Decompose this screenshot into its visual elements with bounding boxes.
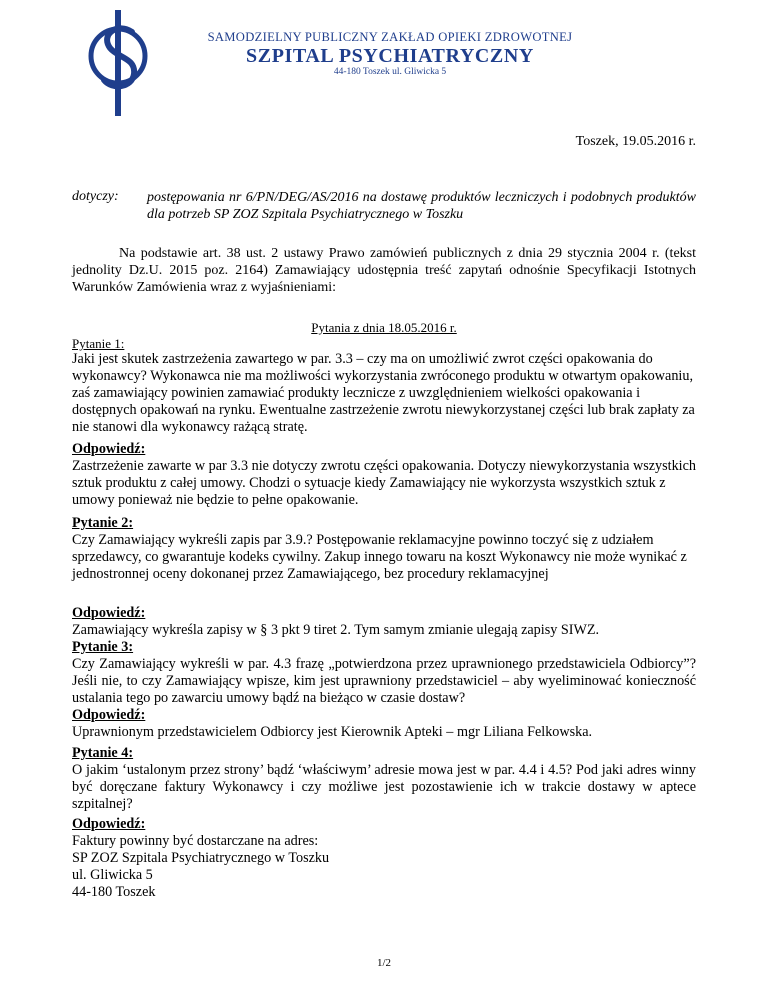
question-1-label: Pytanie 1: bbox=[72, 336, 125, 351]
question-1-text: Jaki jest skutek zastrzeżenia zawartego w par. 3.3 – czy ma on umożliwić zwrot części opakowania do wykonawcy? Wykonawca nie ma możliwości wykorzystania zwróconego produktu w otwartym opakowaniu, zaś zamawiający powinien zamawiać produkty lecznicze z uwzględnieniem wielkości opakowania i dostępnych opakowań na rynku. Ewentualne zastrzeżenie zwrotu niewykorzystanej części lub brak zapłaty za nie stanowi dla wykonawcy rażącą stratę. bbox=[72, 351, 695, 435]
subject-text: postępowania nr 6/PN/DEG/AS/2016 na dostawę produktów leczniczych i podobnych produktów dla potrzeb SP ZOZ Szpitala Psychiatrycznego w Toszku bbox=[147, 190, 696, 222]
subject-label: dotyczy: bbox=[72, 189, 119, 204]
question-4-block bbox=[72, 745, 696, 813]
answer-3-label: Odpowiedź: bbox=[72, 707, 146, 723]
answer-4-line: SP ZOZ Szpitala Psychiatrycznego w Toszku bbox=[72, 850, 330, 866]
answer-1-text: Zastrzeżenie zawarte w par 3.3 nie dotyczy zwrotu części opakowania. Dotyczy niewykorzystania wszystkich sztuk produktu z całej umowy. Chodzi o sytuacje kiedy Zamawiający nie wykorzysta wszystkich sztuk z umowy ponieważ nie będzie to pełne opakowanie. bbox=[72, 458, 696, 508]
question-2-block bbox=[72, 515, 696, 583]
answer-4-line: Faktury powinny być dostarczane na adres: bbox=[72, 833, 319, 849]
answer-2-text: Zamawiający wykreśla zapisy w § 3 pkt 9 tiret 2. Tym samym zmianie ulegają zapisy SIWZ. bbox=[72, 622, 600, 638]
question-2-text: Czy Zamawiający wykreśli zapis par 3.9.? Postępowanie reklamacyjne powinno toczyć się z udziałem sprzedawcy, co gwarantuje kodeks cywilny. Zakup innego towaru na koszt Wykonawcy nie może wynikać z jednostronnej oceny dokonanej przez Zamawiającego, bez procedury reklamacyjnej bbox=[72, 532, 687, 582]
question-4-label: Pytanie 4: bbox=[72, 745, 134, 761]
answer-1-label: Odpowiedź: bbox=[72, 441, 146, 457]
answer-4-label: Odpowiedź: bbox=[72, 816, 146, 832]
questions-date-heading: Pytania z dnia 18.05.2016 r. bbox=[311, 320, 457, 335]
letterhead bbox=[180, 30, 600, 78]
intro-paragraph: Na podstawie art. 38 ust. 2 ustawy Prawo zamówień publicznych z dnia 29 stycznia 2004 r. (tekst jednolity Dz.U. 2015 poz. 2164) Zamawiający udostępnia treść zapytań odnośnie Specyfikacji Istotnych Warunków Zamówienia wraz z wyjaśnieniami: bbox=[72, 246, 696, 295]
question-4-text: O jakim ‘ustalonym przez strony’ bądź ‘właściwym’ adresie mowa jest w par. 4.4 i 4.5? Pod jaki adres winny być doręczane faktury Wykonawcy i czy możliwe jest pozostawienie ich w trakcie dostawy w aptece szpitalnej? bbox=[72, 762, 696, 812]
answer-4-block bbox=[72, 816, 696, 901]
hospital-logo-icon bbox=[88, 8, 152, 118]
page-number: 1/2 bbox=[376, 957, 392, 969]
question-3-block bbox=[72, 639, 696, 707]
answer-1-block bbox=[72, 441, 696, 509]
org-address: 44-180 Toszek ul. Gliwicka 5 bbox=[333, 67, 447, 77]
answer-4-line: ul. Gliwicka 5 bbox=[72, 867, 153, 883]
org-title: SZPITAL PSYCHIATRYCZNY bbox=[246, 45, 534, 67]
answer-4-line: 44-180 Toszek bbox=[72, 884, 156, 900]
answer-2-label: Odpowiedź: bbox=[72, 605, 146, 621]
answer-3-block bbox=[72, 707, 696, 741]
answer-2-block bbox=[72, 605, 696, 639]
question-2-label: Pytanie 2: bbox=[72, 515, 134, 531]
question-3-label: Pytanie 3: bbox=[72, 639, 134, 655]
question-3-text: Czy Zamawiający wykreśli w par. 4.3 frazę „potwierdzona przez uprawnionego przedstawiciela Odbiorcy”? Jeśli nie, to czy Zamawiający wpisze, kim jest uprawniony przedstawiciel – aby wyeliminować konieczność ustalania tego po zawarciu umowy bądź na bieżąco w czasie dostaw? bbox=[72, 656, 696, 706]
answer-3-text: Uprawnionym przedstawicielem Odbiorcy jest Kierownik Apteki – mgr Liliana Felkowska. bbox=[72, 724, 593, 740]
question-1-block bbox=[72, 351, 696, 436]
org-name-line: SAMODZIELNY PUBLICZNY ZAKŁAD OPIEKI ZDROWOTNEJ bbox=[207, 30, 573, 44]
document-date: Toszek, 19.05.2016 r. bbox=[575, 134, 696, 149]
